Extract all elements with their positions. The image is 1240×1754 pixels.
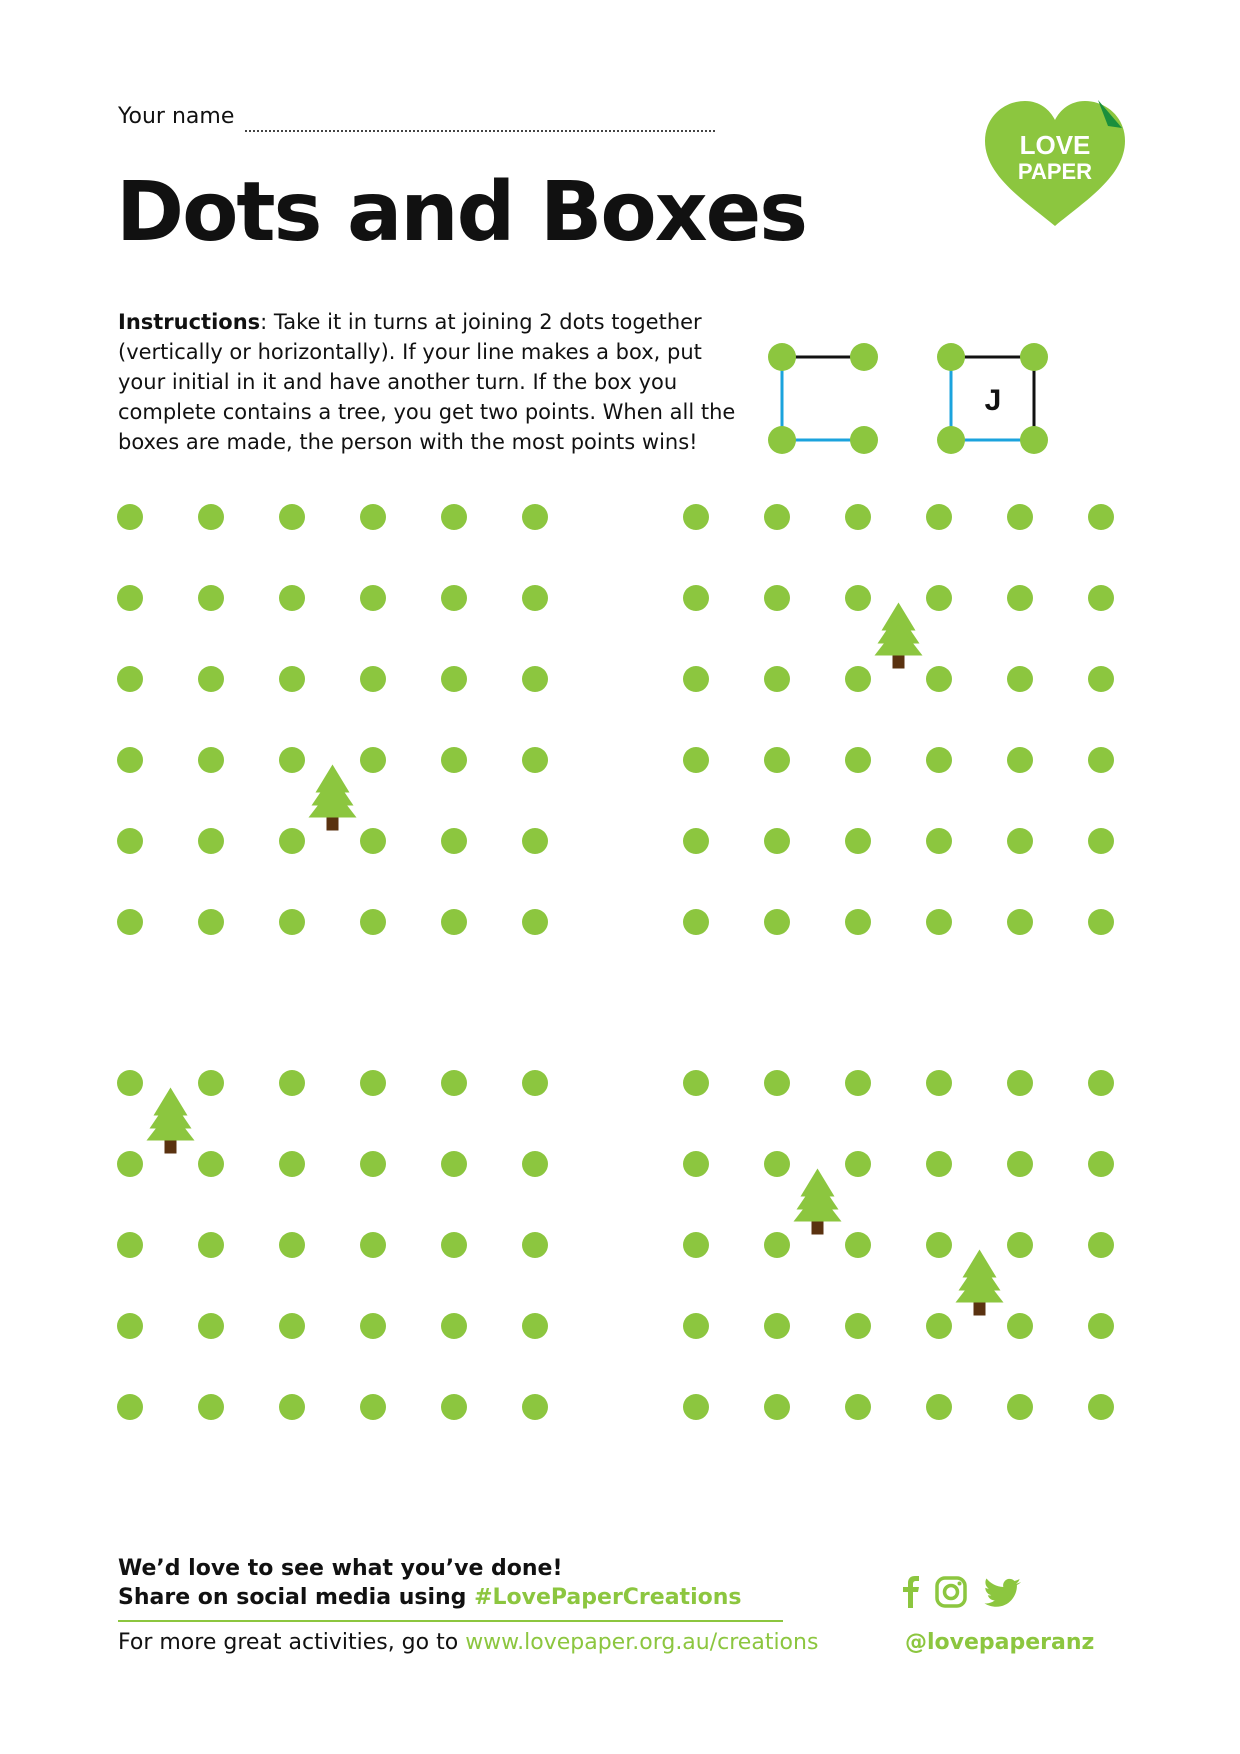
dot[interactable] [522,504,548,530]
dot[interactable] [441,585,467,611]
logo-line1: LOVE [1019,130,1091,160]
dot-grid-top-left [117,504,548,935]
dot[interactable] [279,504,305,530]
page-title: Dots and Boxes [116,165,807,260]
dot[interactable] [360,1313,386,1339]
dot[interactable] [1088,585,1114,611]
dot[interactable] [926,1394,952,1420]
dot[interactable] [360,504,386,530]
dot[interactable] [279,1394,305,1420]
dot[interactable] [1007,585,1033,611]
dot[interactable] [279,747,305,773]
dot[interactable] [117,1070,143,1096]
dot[interactable] [441,1232,467,1258]
dot[interactable] [926,1151,952,1177]
dot[interactable] [198,504,224,530]
dot[interactable] [360,1070,386,1096]
twitter-icon[interactable] [985,1579,1022,1607]
dot[interactable] [1007,1151,1033,1177]
dot[interactable] [279,1313,305,1339]
dot[interactable] [1088,828,1114,854]
dot[interactable] [845,1394,871,1420]
dot[interactable] [441,504,467,530]
dot[interactable] [198,747,224,773]
dot[interactable] [441,909,467,935]
footer-share-prefix: Share on social media using [118,1585,475,1610]
dot[interactable] [1007,666,1033,692]
dot[interactable] [1007,1232,1033,1258]
dot[interactable] [360,1394,386,1420]
dot[interactable] [1088,909,1114,935]
dot[interactable] [117,1394,143,1420]
dot[interactable] [360,909,386,935]
dot[interactable] [1088,1232,1114,1258]
dot[interactable] [198,585,224,611]
tree-icon [875,603,923,669]
dot[interactable] [279,1151,305,1177]
instructions-text: : Take it in turns at joining 2 dots together (vertically or horizontally). If your line makes a box, put your initial in it and have another turn. If the box you complete contains a tree, you get two points. When all the boxes are made, the person with the most points wins! [118,310,736,454]
facebook-icon[interactable] [903,1576,919,1608]
dot[interactable] [117,909,143,935]
dot[interactable] [845,828,871,854]
dot[interactable] [198,1151,224,1177]
dot[interactable] [1088,666,1114,692]
dot[interactable] [1007,1070,1033,1096]
instructions-heading: Instructions [118,310,261,334]
dot[interactable] [845,1313,871,1339]
dot-grid-bottom-right [683,1070,1114,1420]
dot[interactable] [845,1151,871,1177]
dot[interactable] [683,1394,709,1420]
dot[interactable] [1088,1070,1114,1096]
dot[interactable] [117,666,143,692]
dot[interactable] [683,585,709,611]
name-label: Your name [118,104,235,129]
dot[interactable] [198,1232,224,1258]
dot[interactable] [845,666,871,692]
dot[interactable] [1088,1394,1114,1420]
footer-callout: We’d love to see what you’ve done! [118,1556,563,1581]
dot[interactable] [198,909,224,935]
dot-grid-bottom-left [117,1070,548,1420]
dot[interactable] [926,1232,952,1258]
footer-more [118,1630,818,1655]
website-link[interactable]: www.lovepaper.org.au/creations [465,1630,819,1655]
dot[interactable] [441,1070,467,1096]
dot[interactable] [117,828,143,854]
dot[interactable] [117,1232,143,1258]
instagram-icon[interactable] [937,1578,965,1606]
dot[interactable] [360,585,386,611]
dot[interactable] [926,1070,952,1096]
dot[interactable] [1088,747,1114,773]
dot[interactable] [683,747,709,773]
dot[interactable] [764,666,790,692]
dot[interactable] [522,1232,548,1258]
dot-grid-top-right [683,504,1114,935]
dot[interactable] [279,828,305,854]
dot[interactable] [926,585,952,611]
dot[interactable] [764,828,790,854]
dot[interactable] [441,828,467,854]
dot[interactable] [845,585,871,611]
footer-divider [118,1620,783,1622]
dot[interactable] [1007,909,1033,935]
dot[interactable] [683,828,709,854]
dot[interactable] [441,666,467,692]
dot[interactable] [522,909,548,935]
dot[interactable] [522,585,548,611]
dot[interactable] [522,1394,548,1420]
social-handle[interactable]: @lovepaperanz [905,1630,1095,1655]
hashtag-link[interactable]: #LovePaperCreations [474,1585,742,1610]
dot[interactable] [117,585,143,611]
dot[interactable] [845,1070,871,1096]
dot[interactable] [1007,1313,1033,1339]
dot[interactable] [522,747,548,773]
dot[interactable] [117,504,143,530]
dot[interactable] [683,1151,709,1177]
tree-icon [956,1250,1004,1316]
social-icons [900,1574,1025,1610]
dot[interactable] [764,909,790,935]
dot[interactable] [441,1151,467,1177]
example-box-open [768,343,878,454]
dot[interactable] [441,1394,467,1420]
dot[interactable] [764,504,790,530]
dot[interactable] [198,666,224,692]
dot[interactable] [926,747,952,773]
dot[interactable] [764,1394,790,1420]
dot[interactable] [1007,747,1033,773]
dot[interactable] [845,504,871,530]
dot[interactable] [926,828,952,854]
dot[interactable] [764,1232,790,1258]
dot[interactable] [360,828,386,854]
dot[interactable] [683,1232,709,1258]
dot[interactable] [926,909,952,935]
dot[interactable] [926,666,952,692]
dot[interactable] [522,828,548,854]
dot[interactable] [845,909,871,935]
dot[interactable] [360,1232,386,1258]
dot[interactable] [926,1313,952,1339]
dot[interactable] [1007,504,1033,530]
dot[interactable] [845,1232,871,1258]
dot[interactable] [683,666,709,692]
dot[interactable] [683,1313,709,1339]
dot[interactable] [198,828,224,854]
logo-line2: PAPER [1017,159,1093,184]
dot[interactable] [522,1313,548,1339]
dot[interactable] [1088,1151,1114,1177]
dot[interactable] [279,585,305,611]
dot[interactable] [1088,1313,1114,1339]
dot[interactable] [764,1151,790,1177]
dot[interactable] [683,1070,709,1096]
dot[interactable] [441,747,467,773]
dot[interactable] [926,504,952,530]
dot[interactable] [1007,1394,1033,1420]
dot[interactable] [279,1070,305,1096]
dot[interactable] [1007,828,1033,854]
dot[interactable] [522,1151,548,1177]
dot[interactable] [845,747,871,773]
tree-icon [794,1169,842,1235]
footer-share [118,1585,741,1610]
dot[interactable] [279,666,305,692]
example-boxes [768,343,1048,454]
example-box-complete [937,343,1048,454]
example-initial: J [984,384,1002,417]
dot[interactable] [279,1232,305,1258]
dot[interactable] [117,1151,143,1177]
dot[interactable] [683,909,709,935]
dot[interactable] [1088,504,1114,530]
dot[interactable] [360,1151,386,1177]
tree-icon [309,765,357,831]
dot[interactable] [522,1070,548,1096]
dot[interactable] [764,747,790,773]
dot[interactable] [198,1394,224,1420]
tree-icon [147,1088,195,1154]
dot[interactable] [198,1313,224,1339]
dot[interactable] [441,1313,467,1339]
dot[interactable] [683,504,709,530]
dot[interactable] [117,747,143,773]
dot[interactable] [764,1070,790,1096]
dot[interactable] [764,585,790,611]
dot[interactable] [764,1313,790,1339]
dot[interactable] [279,909,305,935]
dot[interactable] [198,1070,224,1096]
footer-more-prefix: For more great activities, go to [118,1630,466,1655]
dot[interactable] [360,666,386,692]
dot[interactable] [522,666,548,692]
dot[interactable] [360,747,386,773]
dot[interactable] [117,1313,143,1339]
